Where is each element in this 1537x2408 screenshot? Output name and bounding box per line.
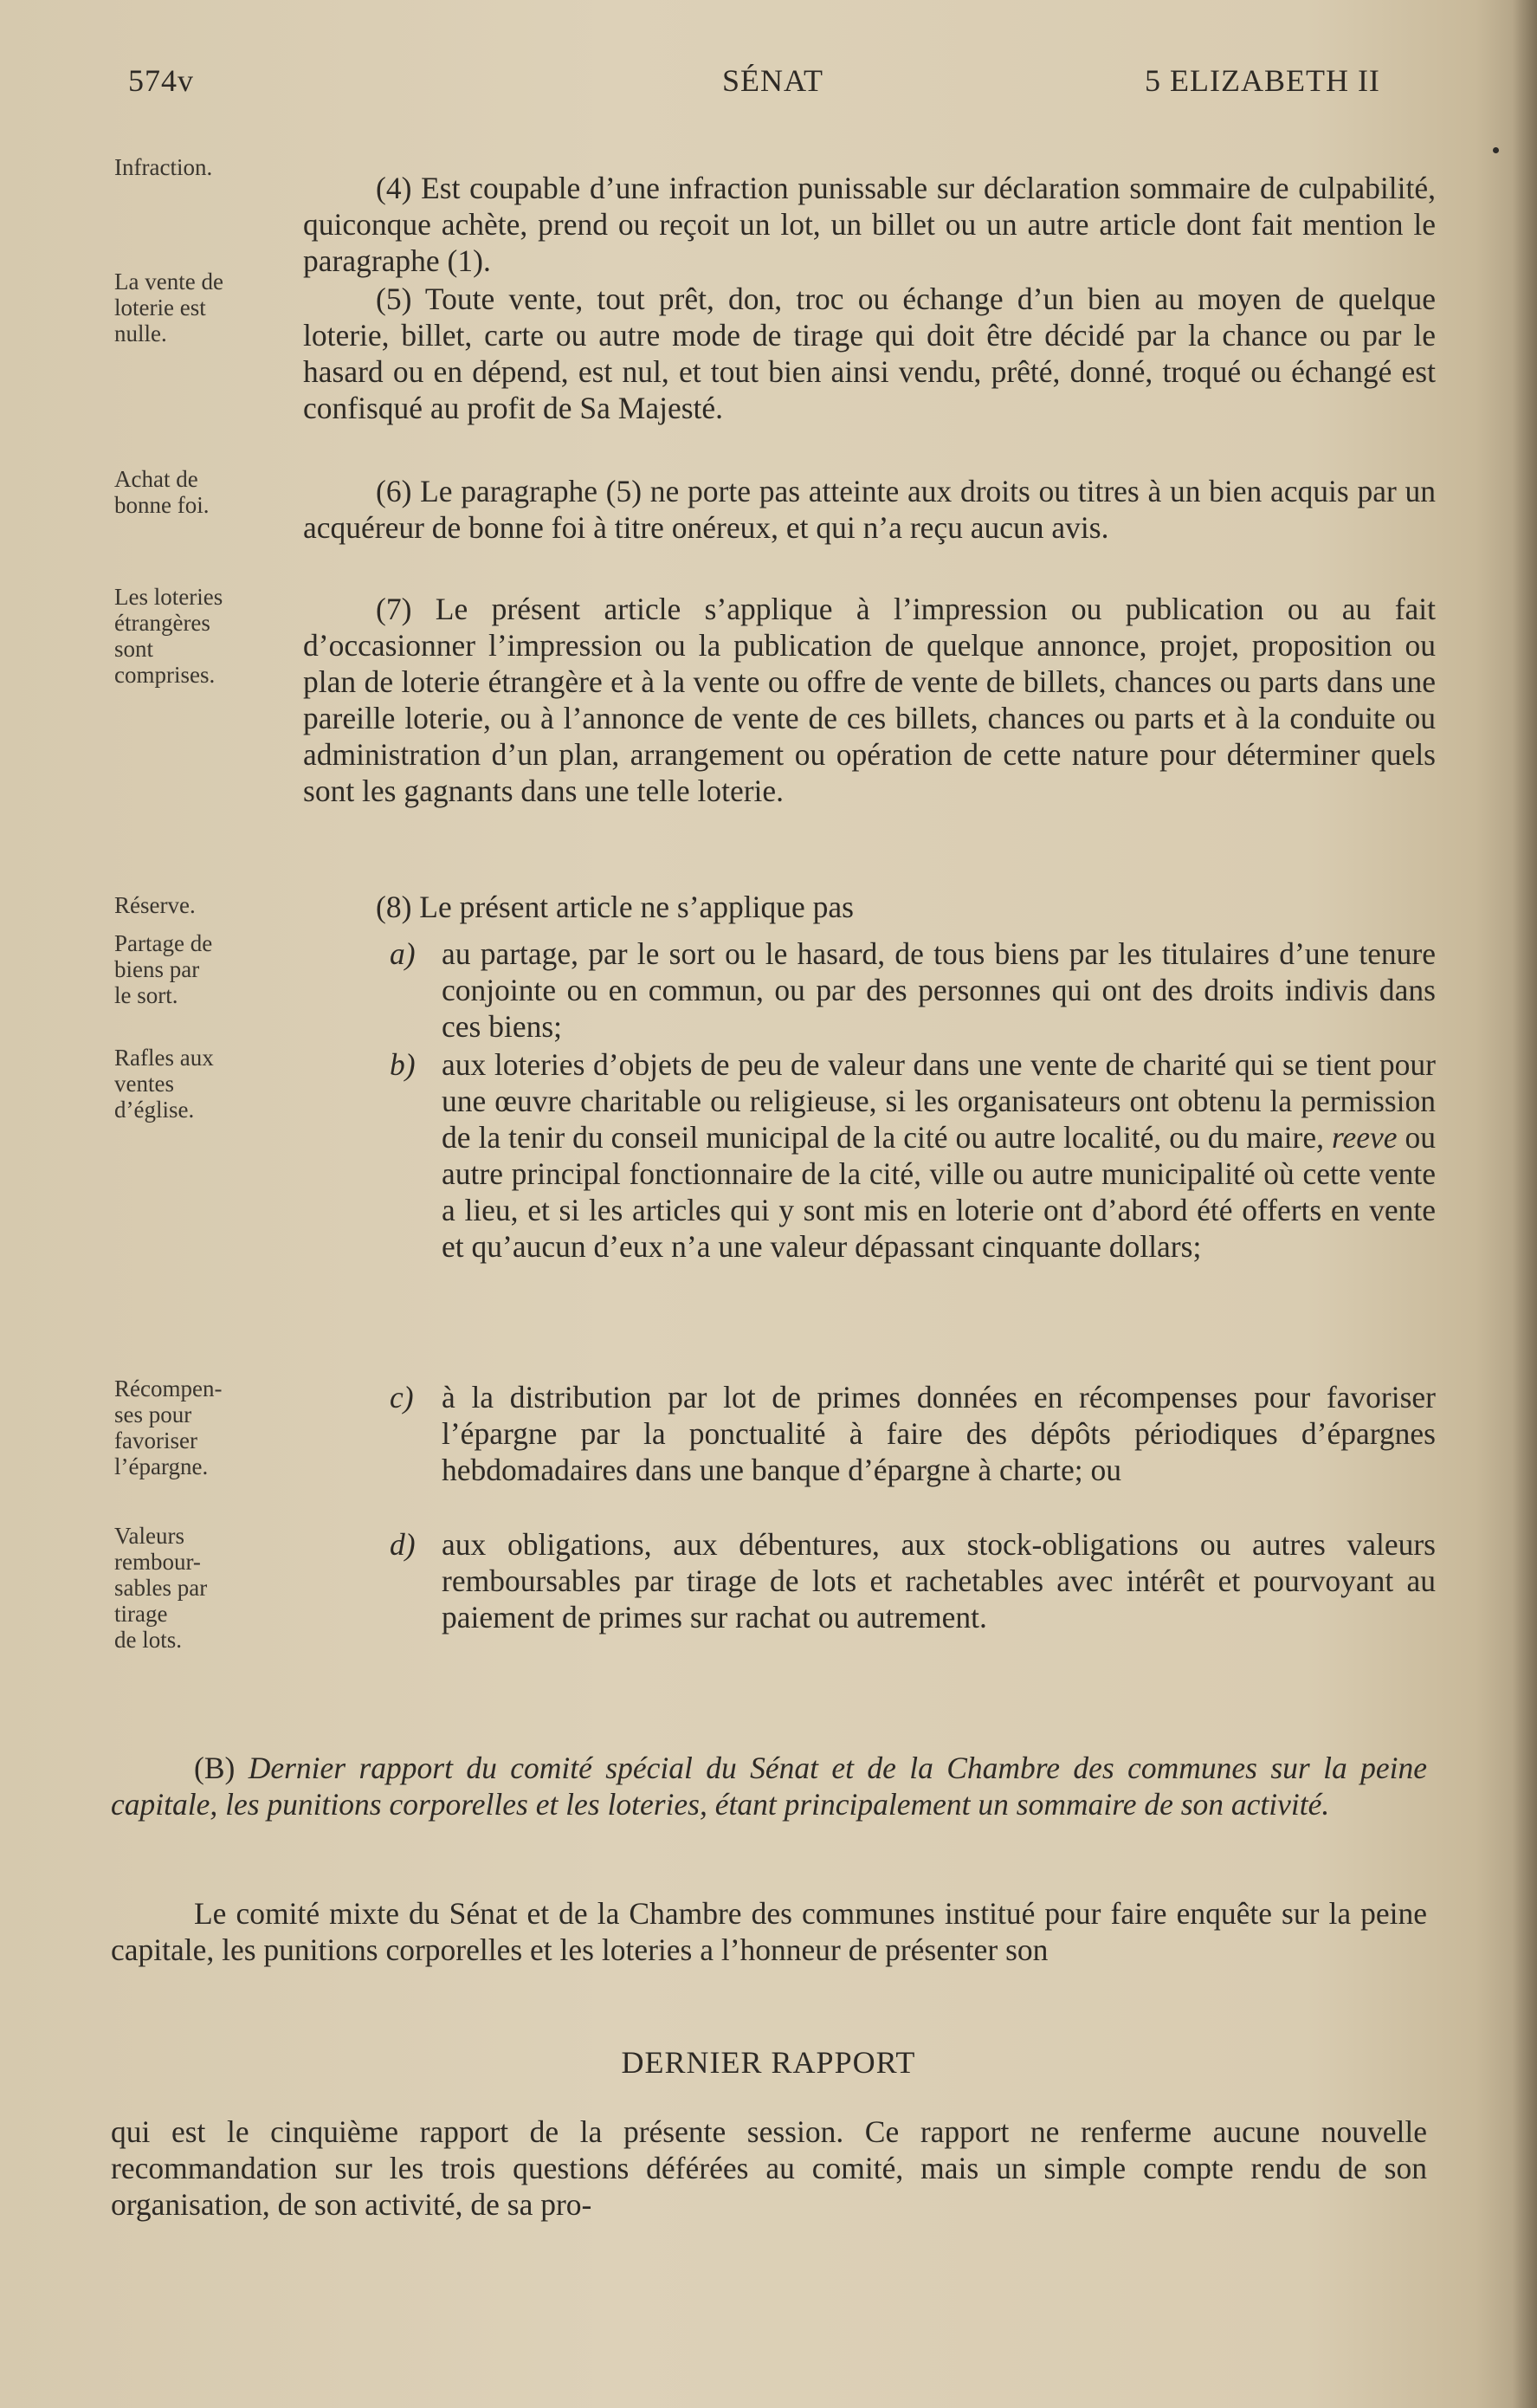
list-item-c: c) à la distribution par lot de primes données en récompenses pour favoriser l’épargne par la ponctualité à faire des dépôts périodiques d’épargnes hebdomadaires dans une banque d’épargne à charte; ou [390,1380,1436,1487]
margin-note-reserve: Réserve. [114,892,196,918]
margin-note-vente-nulle: La vente de loterie est nulle. [114,269,223,346]
item-b-reeve: reeve [1331,1120,1398,1155]
margin-note-partage: Partage de biens par le sort. [114,930,213,1008]
paragraph-7: (7) Le présent article s’applique à l’impression ou publication ou au fait d’occasionner l’impression ou la publication de quelque annonce, projet, proposition ou plan de loterie étrangère et à la vente ou offre de vente de billets, chances ou parts dans une pareille loterie, ou à l’annonce de vente de ces billets, chances ou parts et à la conduite ou administration d’un plan, arrangement ou opération de cette nature pour déterminer quels sont les gagnants dans une telle loterie. [303,592,1436,808]
margin-note-loteries-etrangeres: Les loteries étrangères sont comprises. [114,584,223,688]
report-title: DERNIER RAPPORT [621,2045,916,2080]
closing-paragraph: qui est le cinquième rapport de la présente session. Ce rapport ne renferme aucune nouvelle recommandation sur les trois questions déférées au comité, mais un simple compte rendu de son organisation, de son activité, de sa pro- [111,2114,1427,2222]
margin-note-infraction: Infraction. [114,154,213,180]
margin-note-recompenses: Récompen- ses pour favoriser l’épargne. [114,1376,223,1479]
list-item-a: a) au partage, par le sort ou le hasard, de tous biens par les titulaires d’une tenure conjointe ou en commun, ou par des personnes qui ont des droits indivis dans ces biens; [390,936,1436,1044]
margin-note-bonne-foi: Achat de bonne foi. [114,466,210,518]
item-b-text-2: ou autre principal fonctionnaire de la cité, ville ou autre municipalité où cette vente a lieu, et si les articles qui y sont mis en loterie ont d’abord été offerts en vente et qu’aucun d’eux n’a une valeur dépassant cinquante dollars; [442,1120,1437,1264]
section-b-text: Dernier rapport du comité spécial du Sénat et de la Chambre des communes sur la peine capitale, les punitions corporelles et les loteries, étant principalement un sommaire de son activité. [111,1751,1428,1822]
page-number: 574v [128,63,194,98]
section-b-heading [111,1750,1427,1822]
margin-note-rafles: Rafles aux ventes d’église. [114,1045,214,1123]
item-b-text-1: aux loteries d’objets de peu de valeur dans une vente de charité qui se tient pour une œuvre charitable ou religieuse, si les organisateurs ont obtenu la permission de la tenir du conseil municipal de la cité ou autre localité, ou du maire, [442,1047,1436,1155]
list-item-b: b) aux loteries d’objets de peu de valeur dans une vente de charité qui se tient pour une œuvre charitable ou religieuse, si les organisateurs ont obtenu la permission de la tenir du conseil municipal de la cité ou autre localité, ou du maire, reeve ou autre principal fonctionnaire de la cité, ville ou autre municipalité où cette vente a lieu, et si les articles qui y sont mis en loterie ont d’abord été offerts en vente et qu’aucun d’eux n’a une valeur dépassant cinquante dollars; [390,1047,1437,1264]
running-head-right: 5 ELIZABETH II [1145,63,1380,98]
margin-note-valeurs: Valeurs rembour- sables par tirage de lots. [114,1523,208,1653]
paragraph-6: (6) Le paragraphe (5) ne porte pas atteinte aux droits ou titres à un bien acquis par un acquéreur de bonne foi à titre onéreux, et qui n’a reçu aucun avis. [303,474,1436,545]
list-item-d: d) aux obligations, aux débentures, aux stock-obligations ou autres valeurs remboursables par tirage de lots et rachetables avec intérêt et pourvoyant au paiement de primes sur rachat ou autrement. [390,1527,1436,1634]
section-b-prefix: (B) [194,1751,236,1785]
running-head-center: SÉNAT [722,63,824,98]
paragraph-8: (8) Le présent article ne s’applique pas [376,890,854,924]
intro-paragraph: Le comité mixte du Sénat et de la Chambre des communes institué pour faire enquête sur la peine capitale, les punitions corporelles et les loteries a l’honneur de présenter son [111,1896,1427,1967]
ink-speck [1493,147,1499,153]
paragraph-4: (4) Est coupable d’une infraction punissable sur déclaration sommaire de culpabilité, quiconque achète, prend ou reçoit un lot, un billet ou un autre article dont fait mention le paragraphe (1). [303,171,1436,278]
paragraph-5: (5) Toute vente, tout prêt, don, troc ou échange d’un bien au moyen de quelque loterie, billet, carte ou autre mode de tirage qui doit être décidé par la chance ou par le hasard ou en dépend, est nul, et tout bien ainsi vendu, prêté, donné, troqué ou échangé est confisqué au profit de Sa Majesté. [303,282,1436,425]
